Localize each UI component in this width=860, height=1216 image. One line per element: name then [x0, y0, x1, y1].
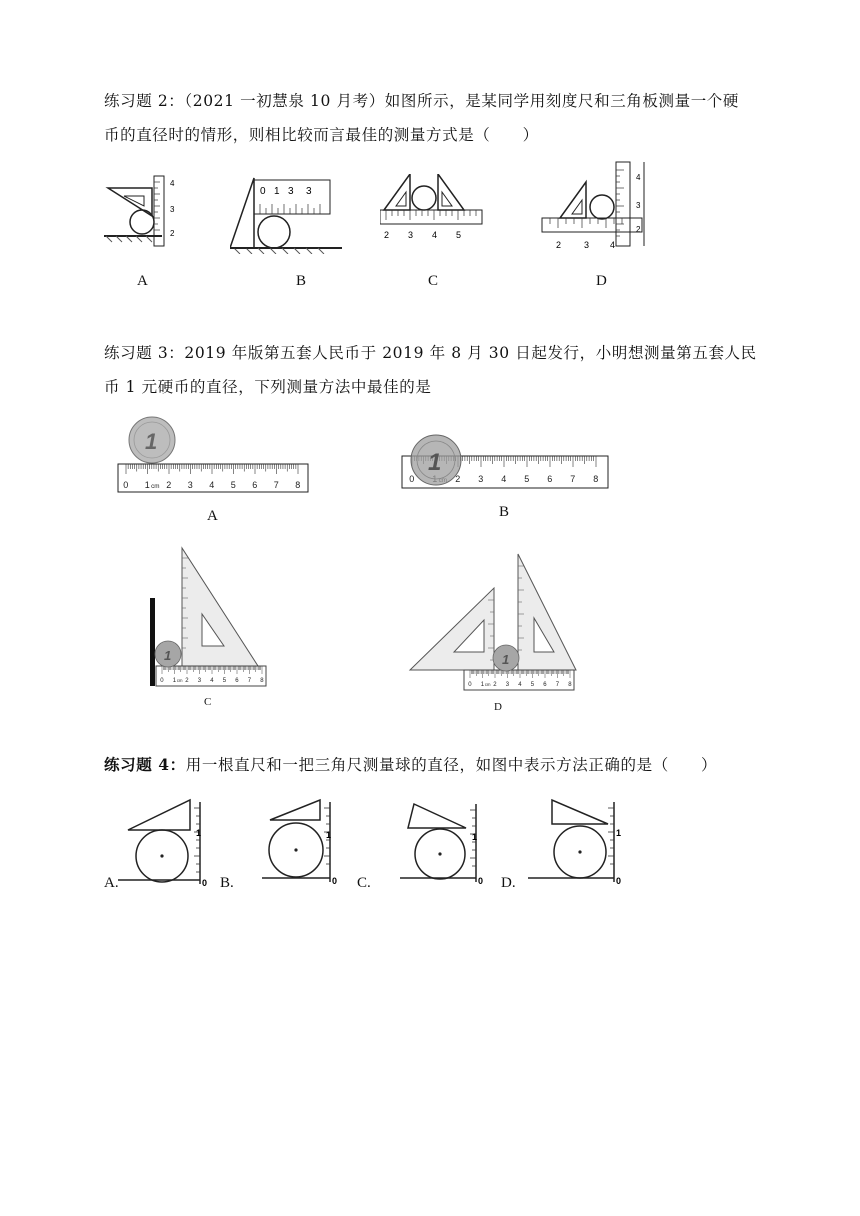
- q3-option-c-label: C: [204, 696, 212, 708]
- ruler-number: 3: [505, 682, 510, 688]
- ruler-number: 6: [547, 474, 553, 484]
- q4-d-tick: 0: [616, 876, 622, 886]
- ruler-number: 1: [480, 682, 485, 688]
- ruler-a-tick: 3: [170, 205, 175, 214]
- q4-label: 练习题 4：: [104, 755, 186, 774]
- ruler-number: 6: [235, 678, 239, 684]
- ruler-c-tick: 5: [456, 230, 462, 240]
- q2-figure-b: [230, 172, 342, 254]
- q2-line-2: 币的直径时的情形，则相比较而言最佳的测量方式是（ ）: [104, 126, 539, 144]
- ruler-b-tick: 1: [274, 186, 280, 197]
- ruler-number: 8: [593, 474, 599, 484]
- ruler-number: 7: [555, 682, 560, 688]
- ruler-a-tick: 4: [170, 179, 175, 188]
- ruler-b-tick: 3: [306, 186, 312, 197]
- q2-option-c-label: C: [428, 273, 439, 289]
- ruler-number: 4: [501, 474, 507, 484]
- q3-option-a-label: A: [207, 508, 218, 524]
- q4-option-b-label: B.: [220, 875, 234, 891]
- ruler-number: 5: [524, 474, 530, 484]
- q4-figure-c: [400, 800, 490, 888]
- ruler-number: 8: [295, 480, 301, 490]
- ruler-number: 1: [172, 678, 177, 684]
- q3-option-b-label: B: [499, 504, 510, 520]
- q2-figure-a: [104, 170, 184, 250]
- ruler-number: 0: [468, 682, 472, 688]
- q3-line-1: 练习题 3：2019 年版第五套人民币于 2019 年 8 月 30 日起发行，小明想测量第五套人民: [104, 344, 757, 362]
- ruler-number: 7: [273, 480, 279, 490]
- ruler-number: 6: [543, 682, 547, 688]
- ruler-unit: cm: [176, 678, 183, 683]
- ruler-c-tick: 2: [384, 230, 390, 240]
- ruler-number: 5: [230, 480, 236, 490]
- ruler-number: 2: [185, 678, 189, 684]
- q4-option-c-label: C.: [357, 875, 371, 891]
- q4-question: 用一根直尺和一把三角尺测量球的直径，如图中表示方法正确的是（ ）: [185, 756, 718, 774]
- ruler-d-side-tick: 2: [636, 225, 641, 234]
- ruler-number: 2: [455, 474, 461, 484]
- q3-line-2: 币 1 元硬币的直径，下列测量方法中最佳的是: [104, 378, 432, 396]
- q4-d-tick: 1: [616, 828, 622, 838]
- coin-a-value: 1: [145, 429, 158, 454]
- ruler-number: 2: [493, 682, 497, 688]
- q3-option-d-label: D: [494, 701, 502, 713]
- ruler-number: 6: [252, 480, 258, 490]
- q4-option-a-label: A.: [104, 875, 119, 891]
- q3-figure-d: [408, 552, 580, 694]
- ruler-d-side-tick: 3: [636, 201, 641, 210]
- ruler-d-side-tick: 4: [636, 173, 641, 182]
- ruler-a-tick: 2: [170, 229, 175, 238]
- ruler-unit: cm: [151, 483, 160, 490]
- ruler-c-tick: 4: [432, 230, 438, 240]
- q2-text: [104, 84, 764, 152]
- ruler-number: 8: [260, 678, 264, 684]
- q3-figure-c: [148, 544, 270, 690]
- ruler-number: 0: [160, 678, 164, 684]
- q4-c-tick: 0: [478, 876, 484, 886]
- ruler-number: 2: [166, 480, 172, 490]
- q2-figure-c: [380, 174, 484, 246]
- q3-figure-b: [400, 430, 612, 492]
- coin-c-value: 1: [164, 648, 172, 663]
- ruler-b-tick: 0: [260, 186, 266, 197]
- q2-option-b-label: B: [296, 273, 307, 289]
- q2-figure-d: [540, 160, 662, 254]
- ruler-d-tick: 4: [610, 240, 616, 250]
- ruler-b-tick: 3: [288, 186, 294, 197]
- q2-option-a-label: A: [137, 273, 148, 289]
- q4-figure-b: [262, 796, 342, 888]
- ruler-d-tick: 2: [556, 240, 562, 250]
- ruler-number: 4: [209, 480, 215, 490]
- q3-text: [104, 336, 764, 404]
- q2-line-1: 练习题 2：（2021 一初慧泉 10 月考）如图所示，是某同学用刻度尺和三角板测量一个硬: [104, 92, 739, 110]
- ruler-unit: cm: [484, 682, 491, 687]
- ruler-number: 4: [518, 682, 522, 688]
- coin-b-value: 1: [428, 449, 442, 476]
- ruler-number: 3: [197, 678, 202, 684]
- ruler-number: 8: [568, 682, 572, 688]
- coin-d-value: 1: [502, 652, 510, 667]
- q2-option-d-label: D: [596, 273, 607, 289]
- q4-figure-a: [118, 796, 210, 888]
- ruler-c-tick: 3: [408, 230, 414, 240]
- q4-text: [104, 748, 764, 782]
- ruler-number: 4: [210, 678, 214, 684]
- q4-b-tick: 0: [332, 876, 338, 886]
- q4-figure-d: [528, 796, 630, 888]
- q4-a-tick: 1: [196, 828, 202, 838]
- q4-c-tick: 1: [472, 832, 478, 842]
- ruler-number: 7: [247, 678, 252, 684]
- ruler-number: 0: [123, 480, 129, 490]
- ruler-d-tick: 3: [584, 240, 590, 250]
- ruler-number: 3: [187, 480, 193, 490]
- ruler-number: 0: [409, 474, 415, 484]
- ruler-number: 3: [478, 474, 484, 484]
- ruler-number: 1: [144, 480, 150, 490]
- q3-figure-a: [116, 416, 312, 496]
- q4-b-tick: 1: [326, 830, 332, 840]
- q4-option-d-label: D.: [501, 875, 516, 891]
- ruler-number: 5: [222, 678, 227, 684]
- ruler-number: 5: [530, 682, 535, 688]
- ruler-number: 7: [570, 474, 576, 484]
- q4-a-tick: 0: [202, 878, 208, 888]
